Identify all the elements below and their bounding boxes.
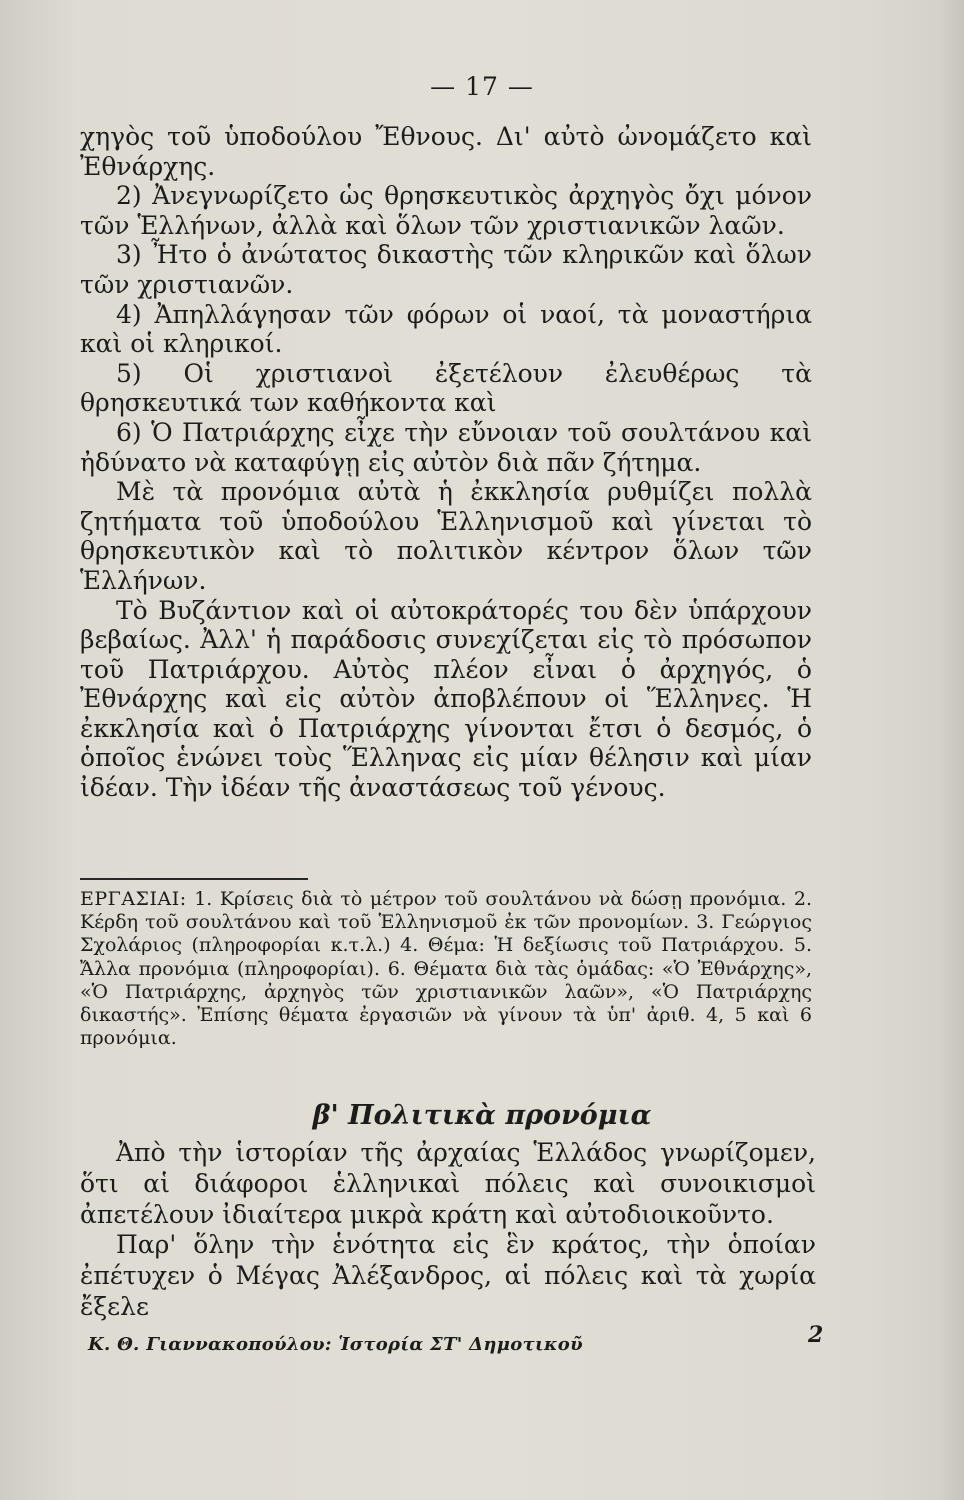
section-heading: β' Πολιτικὰ προνόμια xyxy=(312,1100,652,1131)
intro-paragraph: χηγὸς τοῦ ὑποδούλου Ἔθνους. Δι' αὐτὸ ὠνομάζετο καὶ Ἐθνάρχης. xyxy=(80,122,812,181)
signature-mark: 2 xyxy=(808,1322,824,1348)
exercises-text: 1. Κρίσεις διὰ τὸ μέτρον τοῦ σουλτάνου νὰ δώσῃ προνόμια. 2. Κέρδη τοῦ σουλτάνου καὶ τοῦ Ἑλληνισμοῦ ἐκ τῶν προνομίων. 3. Γεώργιος Σχολάριος (πληροφορίαι κ.τ.λ.) 4. Θέμα: Ἡ δεξίωσις τοῦ Πατριάρχου. 5. Ἄλλα προνόμια (πληροφορίαι). 6. Θέματα διὰ τὰς ὁμάδας: «Ὁ Ἐθνάρχης», «Ὁ Πατριάρχης, ἀρχηγὸς τῶν χριστιανικῶν λαῶν», «Ὁ Πατριάρχης δικαστής». Ἐπίσης θέματα ἐργασιῶν νὰ γίνουν τὰ ὑπ' ἀριθ. 4, 5 καὶ 6 προνόμια. xyxy=(80,888,813,1050)
divider xyxy=(80,878,308,880)
list-item: 5) Οἱ χριστιανοὶ ἐξετέλουν ἐλευθέρως τὰ θρησκευτικά των καθήκοντα καὶ xyxy=(80,358,812,418)
page-number: — 17 — xyxy=(430,72,534,101)
paragraph: Παρ' ὅλην τὴν ἑνότητα εἰς ἓν κράτος, τὴν ὁποίαν ἐπέτυχεν ὁ Μέγας Ἀλέξανδρος, αἱ πόλεις καὶ τὰ χωρία ἔξελε xyxy=(80,1230,816,1321)
paragraph: Μὲ τὰ προνόμια αὐτὰ ἡ ἐκκλησία ρυθμίζει πολλὰ ζητήματα τοῦ ὑποδούλου Ἑλληνισμοῦ καὶ γίνεται τὸ θρησκευτικὸν καὶ τὸ πολιτικὸν κέντρον ὅλων τῶν Ἑλλήνων. xyxy=(80,477,812,595)
list-item: 3) Ἦτο ὁ ἀνώτατος δικαστὴς τῶν κληρικῶν καὶ ὅλων τῶν χριστιανῶν. xyxy=(80,240,812,299)
paragraph: Ἀπὸ τὴν ἱστορίαν τῆς ἀρχαίας Ἑλλάδος γνωρίζομεν, ὅτι αἱ διάφοροι ἑλληνικαὶ πόλεις καὶ συνοικισμοὶ ἀπετέλουν ἰδιαίτερα μικρὰ κράτη καὶ αὐτοδιοικοῦντο. xyxy=(80,1138,816,1229)
paragraph: Τὸ Βυζάντιον καὶ οἱ αὐτοκράτορές του δὲν ὑπάρχουν βεβαίως. Ἀλλ' ἡ παράδοσις συνεχίζεται εἰς τὸ πρόσωπον τοῦ Πατριάρχου. Αὐτὸς πλέον εἶναι ὁ ἀρχηγός, ὁ Ἐθνάρχης καὶ εἰς αὐτὸν ἀποβλέπουν οἱ Ἕλληνες. Ἡ ἐκκλησία καὶ ὁ Πατριάρχης γίνονται ἔτσι ὁ δεσμός, ὁ ὁποῖος ἑνώνει τοὺς Ἕλληνας εἰς μίαν θέλησιν καὶ μίαν ἰδέαν. Τὴν ἰδέαν τῆς ἀναστάσεως τοῦ γένους. xyxy=(80,595,812,803)
list-item: 4) Ἀπηλλάγησαν τῶν φόρων οἱ ναοί, τὰ μοναστήρια καὶ οἱ κληρικοί. xyxy=(80,299,812,359)
list-item: 2) Ἀνεγνωρίζετο ὡς θρησκευτικὸς ἀρχηγὸς ὄχι μόνον τῶν Ἑλλήνων, ἀλλὰ καὶ ὅλων τῶν χριστιανικῶν λαῶν. xyxy=(80,181,812,240)
section-text xyxy=(80,1138,816,1323)
privileges-list xyxy=(80,181,812,477)
list-item: 6) Ὁ Πατριάρχης εἶχε τὴν εὔνοιαν τοῦ σουλτάνου καὶ ἠδύνατο νὰ καταφύγῃ εἰς αὐτὸν διὰ πᾶν ζήτημα. xyxy=(80,417,812,477)
footer-citation: Κ. Θ. Γιαννακοπούλου: Ἱστορία ΣΤ' Δημοτικοῦ xyxy=(88,1334,583,1355)
exercises-block xyxy=(80,888,812,1050)
main-text xyxy=(80,122,812,803)
page-edge-shadow xyxy=(938,0,964,1500)
exercises-label: ΕΡΓΑΣΙΑΙ: xyxy=(80,888,187,910)
